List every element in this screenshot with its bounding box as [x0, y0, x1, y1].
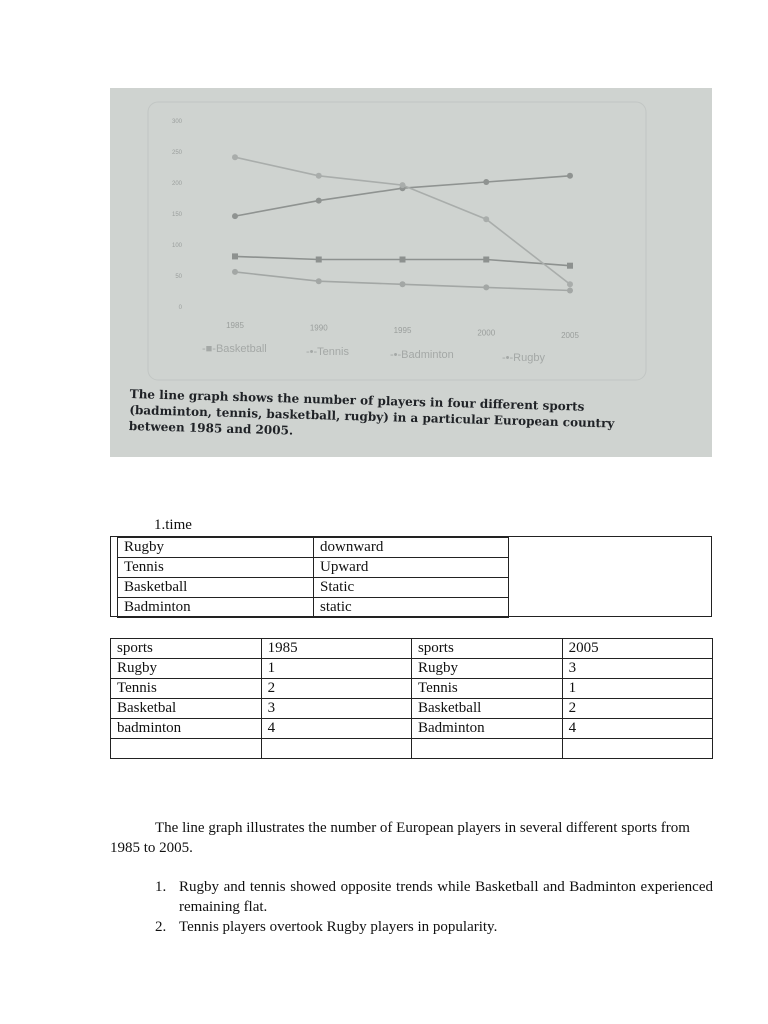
- legend-entry: -•-Rugby: [502, 352, 545, 364]
- data-point: [232, 154, 238, 160]
- rank-row: [111, 659, 713, 679]
- table-cell: 4: [562, 719, 712, 739]
- table-cell: Static: [314, 578, 509, 598]
- chart-photo: [110, 88, 712, 457]
- table-cell: Basketball: [411, 699, 562, 719]
- data-point: [567, 173, 573, 179]
- table-cell: [562, 739, 712, 759]
- table-cell: [261, 739, 411, 759]
- list-item: [110, 917, 713, 937]
- table-cell: [411, 739, 562, 759]
- rank-row: [111, 679, 713, 699]
- table-cell: 4: [261, 719, 411, 739]
- x-tick-label: 2005: [561, 331, 579, 340]
- y-tick-label: 200: [171, 181, 182, 187]
- table-cell: 2: [562, 699, 712, 719]
- table-cell: 3: [261, 699, 411, 719]
- data-point: [567, 281, 573, 287]
- data-point: [400, 182, 406, 188]
- legend-entry: -•-Tennis: [306, 346, 349, 358]
- table-cell: sports: [111, 639, 262, 659]
- y-tick-label: 0: [178, 305, 182, 311]
- data-point: [232, 253, 238, 259]
- table-cell: badminton: [111, 719, 262, 739]
- data-point: [400, 281, 406, 287]
- data-point: [483, 216, 489, 222]
- table-cell: 1: [261, 659, 411, 679]
- y-tick-label: 100: [171, 243, 182, 249]
- table-cell: 3: [562, 659, 712, 679]
- section-heading: 1.time: [154, 517, 192, 533]
- series-line: [235, 157, 570, 284]
- table-cell: Rugby: [118, 538, 314, 558]
- intro-paragraph: The line graph illustrates the number of European players in several different sports from 1985 to 2005.: [110, 820, 690, 856]
- y-tick-label: 150: [171, 212, 182, 218]
- data-point: [483, 284, 489, 290]
- table-cell: Tennis: [411, 679, 562, 699]
- series-line: [235, 176, 570, 216]
- table-cell: Basketball: [118, 578, 314, 598]
- table-cell: 1985: [261, 639, 411, 659]
- table-cell: Tennis: [111, 679, 262, 699]
- data-point: [232, 269, 238, 275]
- table-cell: Rugby: [111, 659, 262, 679]
- data-point: [316, 173, 322, 179]
- list-item: [110, 877, 713, 917]
- y-tick-label: 300: [171, 119, 182, 125]
- table-cell: 2: [261, 679, 411, 699]
- y-tick-label: 250: [171, 150, 182, 156]
- points-list: [110, 877, 713, 937]
- y-tick-label: 50: [175, 274, 182, 280]
- trend-row: [118, 558, 509, 578]
- rank-row: [111, 639, 713, 659]
- data-point: [483, 257, 489, 263]
- data-point: [232, 213, 238, 219]
- list-text: Tennis players overtook Rugby players in popularity.: [179, 919, 498, 935]
- x-tick-label: 1990: [309, 323, 328, 333]
- rank-table: [110, 638, 713, 759]
- data-point: [316, 198, 322, 204]
- data-point: [483, 179, 489, 185]
- x-tick-label: 2000: [477, 328, 496, 338]
- trend-row: [118, 598, 509, 618]
- table-cell: downward: [314, 538, 509, 558]
- table-cell: Tennis: [118, 558, 314, 578]
- table-cell: Rugby: [411, 659, 562, 679]
- table-cell: Basketbal: [111, 699, 262, 719]
- series-line: [235, 272, 570, 291]
- table-cell: 2005: [562, 639, 712, 659]
- list-number: 1.: [155, 879, 167, 895]
- legend-entry: -■-Basketball: [202, 343, 267, 355]
- table-cell: 1: [562, 679, 712, 699]
- table-cell: static: [314, 598, 509, 618]
- table-cell: Badminton: [118, 598, 314, 618]
- trend-row: [118, 578, 509, 598]
- chart-caption: The line graph shows the number of players in four different sports (badminton, tennis, basketball, rugby) in a particular European country between 1985 and 2005.: [128, 386, 615, 438]
- table-cell: [111, 739, 262, 759]
- data-point: [400, 257, 406, 263]
- x-tick-label: 1995: [393, 326, 412, 335]
- trend-row: [118, 538, 509, 558]
- table-cell: sports: [411, 639, 562, 659]
- trend-table: [117, 537, 509, 618]
- data-point: [316, 278, 322, 284]
- data-point: [567, 288, 573, 294]
- data-point: [567, 263, 573, 269]
- data-point: [316, 257, 322, 263]
- legend-entry: -•-Badminton: [390, 349, 454, 361]
- table-cell: Upward: [314, 558, 509, 578]
- rank-row: [111, 699, 713, 719]
- rank-row: [111, 719, 713, 739]
- list-number: 2.: [155, 919, 167, 935]
- table-cell: Badminton: [411, 719, 562, 739]
- x-tick-label: 1985: [226, 321, 244, 330]
- list-text: Rugby and tennis showed opposite trends while Basketball and Badminton experienced remaining flat.: [179, 879, 713, 915]
- rank-row: [111, 739, 713, 759]
